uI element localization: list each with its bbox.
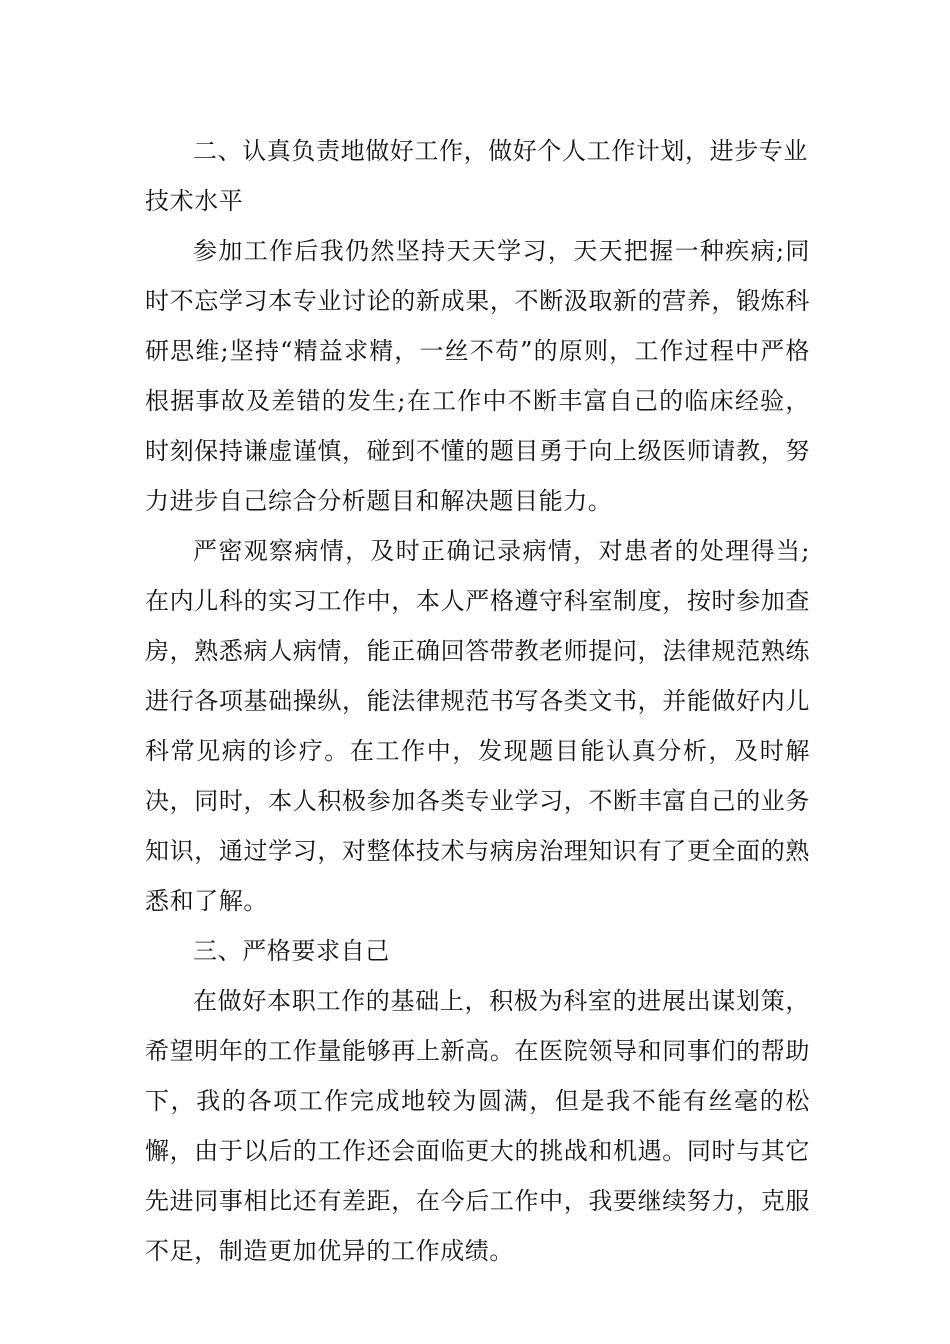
paragraph-study: 参加工作后我仍然坚持天天学习，天天把握一种疾病;同时不忘学习本专业讨论的新成果，不断汲取新的营养，锻炼科研思维;坚持“精益求精，一丝不苟”的原则，工作过程中严格根据事故及差错的发生;在工作中不断丰富自己的临床经验，时刻保持谦虚谨慎，碰到不懂的题目勇于向上级医师请教，努力进步自己综合分析题目和解决题目能力。	[145, 237, 810, 515]
section-heading-2: 二、认真负责地做好工作，做好个人工作计划，进步专业技术水平	[145, 137, 808, 215]
document-body	[145, 126, 810, 1276]
paragraph-clinical-work: 严密观察病情，及时正确记录病情，对患者的处理得当;在内儿科的实习工作中，本人严格遵守科室制度，按时参加查房，熟悉病人病情，能正确回答带教老师提问，法律规范熟练进行各项基础操纵，能法律规范书写各类文书，并能做好内儿科常见病的诊疗。在工作中，发现题目能认真分析，及时解决，同时，本人积极参加各类专业学习，不断丰富自己的业务知识，通过学习，对整体技术与病房治理知识有了更全面的熟悉和了解。	[145, 537, 810, 915]
section-heading-3: 三、严格要求自己	[193, 937, 390, 965]
paragraph-self-requirements: 在做好本职工作的基础上，积极为科室的进展出谋划策，希望明年的工作量能够再上新高。在医院领导和同事们的帮助下，我的各项工作完成地较为圆满，但是我不能有丝毫的松懈，由于以后的工作还会面临更大的挑战和机遇。同时与其它先进同事相比还有差距，在今后工作中，我要继续努力，克服不足，制造更加优异的工作成绩。	[145, 987, 810, 1265]
